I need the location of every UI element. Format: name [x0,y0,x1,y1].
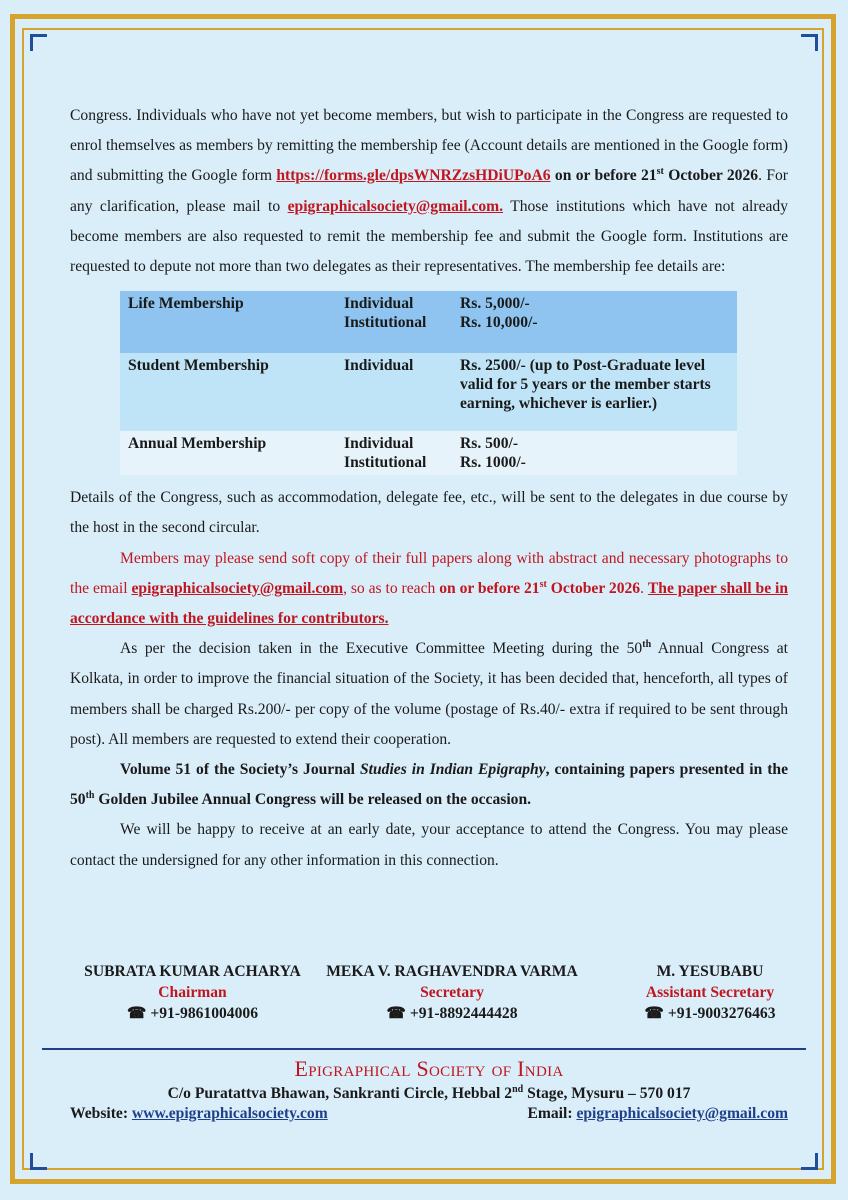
guidelines-note: The paper shall be in accordance with the guidelines for contributors. [70,579,789,628]
fee-type: Life Membership [120,291,336,353]
google-form-link[interactable]: https://forms.gle/dpsWNRZzsHDiUPoA6 [276,167,551,185]
website-label: Website: [70,1105,132,1122]
website-link[interactable]: www.epigraphicalsociety.com [131,1105,328,1122]
telephone-icon: ☎ [386,1005,406,1022]
corner-ornament [30,1153,47,1170]
paragraph-closing: We will be happy to receive at an early date, your acceptance to attend the Congress. You may please contact the undersigned for any other information in this connection. [70,821,788,869]
table-row [120,291,737,353]
text: . For any clarification, please mail to [70,167,789,215]
signatory-phone: +91-9861004006 [150,1005,258,1022]
corner-ornament [801,34,818,51]
paragraph-details: Details of the Congress, such as accommodation, delegate fee, etc., will be sent to the delegates in due course by the host in the second circular. [70,489,788,537]
signatory-title: Assistant Secretary [645,984,775,1001]
paragraph-papers: Members may please send soft copy of their full papers along with abstract and necessary photographs to the email epigraphicalsociety@gmail.com, so as to reach on or before 21st October 2026. The paper shall be in accordance with the guidelines for contributors. [70,549,789,628]
contact-line [70,1104,788,1124]
corner-ornament [30,34,47,51]
fee-category: Individual [336,353,452,431]
email-label: Email: [527,1105,577,1122]
corner-ornament [801,1153,818,1170]
fee-type: Annual Membership [120,431,336,475]
signatory-phone: +91-9003276463 [667,1005,776,1022]
fee-amount: Rs. 500/- Rs. 1000/- [452,431,737,475]
signatory-secretary [317,961,587,1024]
signatory-chairman [70,961,315,1024]
table-row [120,431,737,475]
letter-body [70,101,788,876]
paragraph-decision: As per the decision taken in the Executive Committee Meeting during the 50th Annual Congress at Kolkata, in order to improve the financial situation of the Society, it has been decided that, henceforth, all types of members shall be charged Rs.200/- per copy of the volume (postage of Rs.40/- extra if required to be sent through post). All members are requested to extend their cooperation. [70,639,788,748]
table-row [120,353,737,431]
text: Congress. Individuals who have not yet become members, but wish to participate in the Congress are requested to enrol themselves as members by remitting the membership fee (Account details are mentioned in the Google form) and submitting the Google form [70,107,788,185]
fee-amount: Rs. 5,000/- Rs. 10,000/- [452,291,737,353]
email-link[interactable]: epigraphicalsociety@gmail.com [131,579,344,597]
footer-divider [42,1048,806,1050]
text: Those institutions which have not already become members are also requested to remit the membership fee and submit the Google form. Institutions are requested to depute not more than two delegates as their representatives. The membership fee details are: [70,197,789,276]
email-link[interactable]: epigraphicalsociety@gmail.com. [287,197,504,215]
fee-type: Student Membership [120,353,336,431]
fee-category: Individual Institutional [336,431,452,475]
signatory-title: Chairman [158,984,227,1001]
fee-amount: Rs. 2500/- (up to Post-Graduate level valid for 5 years or the member starts earning, whichever is earlier.) [452,353,737,431]
paragraph-volume: Volume 51 of the Society’s Journal Studies in Indian Epigraphy, containing papers presented in the 50th Golden Jubilee Annual Congress will be released on the occasion. [70,761,789,809]
telephone-icon: ☎ [127,1005,147,1022]
deadline-text: on or before 21st October 2026 [550,166,759,185]
paragraph-membership [70,101,788,282]
organization-address: C/o Puratattva Bhawan, Sankranti Circle, Hebbal 2nd Stage, Mysuru – 570 017 [167,1083,691,1102]
membership-fee-table [120,291,737,475]
signatory-name: M. YESUBABU [656,963,764,980]
signatory-assistant-secretary [615,961,805,1024]
telephone-icon: ☎ [644,1005,664,1022]
organization-name: Epigraphical Society of India [294,1056,564,1081]
signatory-title: Secretary [420,984,484,1001]
fee-category: Individual Institutional [336,291,452,353]
footer-email-link[interactable]: epigraphicalsociety@gmail.com [576,1105,788,1122]
signatory-name: MEKA V. RAGHAVENDRA VARMA [326,963,578,980]
signatory-phone: +91-8892444428 [409,1005,518,1022]
signatory-name: SUBRATA KUMAR ACHARYA [84,963,301,980]
letterhead-footer [70,1054,788,1124]
